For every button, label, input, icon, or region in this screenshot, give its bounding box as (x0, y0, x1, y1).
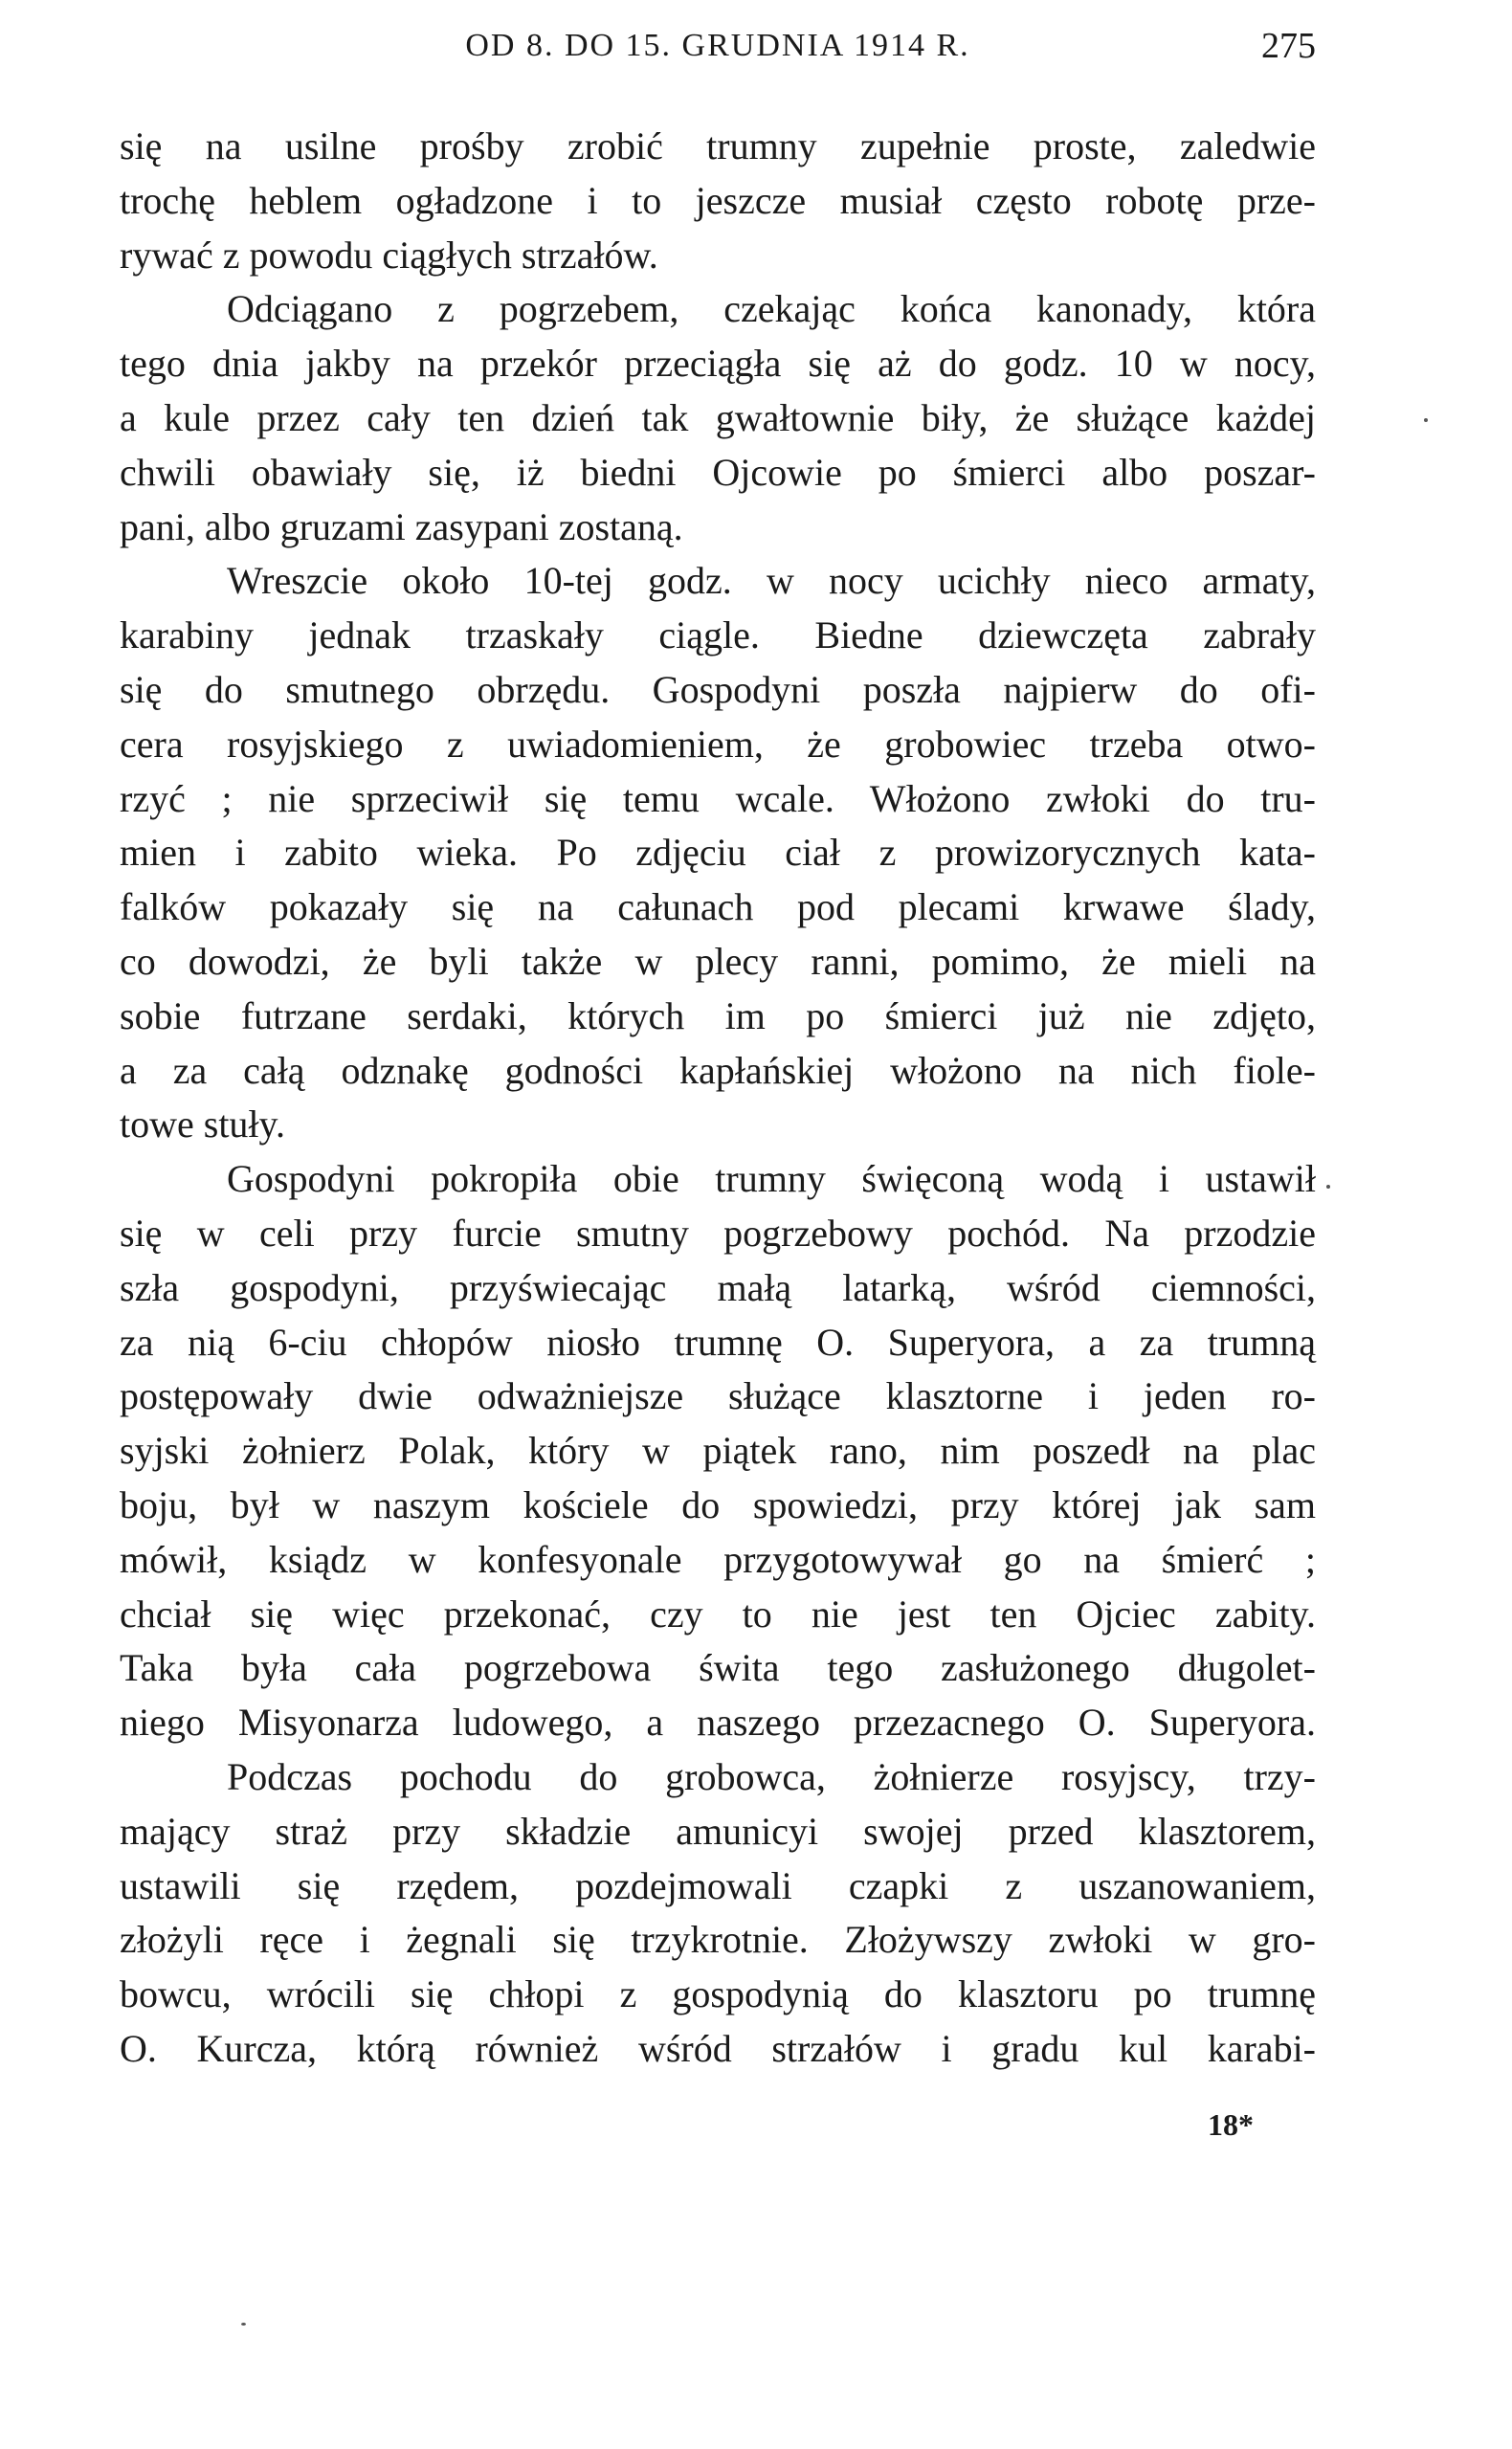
text-line: a kule przez cały ten dzień tak gwałtownie biły, że służące każdej (120, 395, 1316, 439)
text-line: Taka była cała pogrzebowa świta tego zasłużonego długolet- (120, 1646, 1316, 1690)
text-line: się w celi przy furcie smutny pogrzebowy pochód. Na przodzie (120, 1211, 1316, 1255)
running-title: OD 8. DO 15. GRUDNIA 1914 R. (465, 28, 970, 63)
text-line: co dowodzi, że byli także w plecy ranni, pomimo, że mieli na (120, 939, 1316, 983)
text-line: Odciągano z pogrzebem, czekając końca kanonady, która (227, 287, 1316, 331)
text-line: falków pokazały się na całunach pod plecami krwawe ślady, (120, 885, 1316, 929)
text-line: ustawili się rzędem, pozdejmowali czapki z uszanowaniem, (120, 1863, 1316, 1907)
text-line: rzyć ; nie sprzeciwił się temu wcale. Włożono zwłoki do tru- (120, 776, 1316, 820)
text-line: chciał się więc przekonać, czy to nie jest ten Ojciec zabity. (120, 1592, 1316, 1636)
text-line: mający straż przy składzie amunicyi swojej przed klasztorem, (120, 1809, 1316, 1853)
scan-speck (241, 2323, 246, 2326)
text-line: tego dnia jakby na przekór przeciągła się aż do godz. 10 w nocy, (120, 342, 1316, 386)
text-line: za nią 6-ciu chłopów niosło trumnę O. Superyora, a za trumną (120, 1320, 1316, 1364)
text-line: bowcu, wrócili się chłopi z gospodynią do klasztoru po trumnę (120, 1972, 1316, 2016)
text-line: mówił, ksiądz w konfesyonale przygotowywał go na śmierć ; (120, 1537, 1316, 1581)
text-line: rywać z powodu ciągłych strzałów. (120, 233, 658, 277)
text-line: O. Kurcza, którą również wśród strzałów i gradu kul karabi- (120, 2026, 1316, 2070)
signature-mark: 18* (1208, 2107, 1254, 2142)
scan-speck (1424, 418, 1428, 422)
text-line: złożyli ręce i żegnali się trzykrotnie. Złożywszy zwłoki w gro- (120, 1918, 1316, 1962)
scan-speck (1326, 1185, 1330, 1189)
text-line: chwili obawiały się, iż biedni Ojcowie po śmierci albo poszar- (120, 450, 1316, 494)
text-line: trochę heblem ogładzone i to jeszcze musiał często robotę prze- (120, 178, 1316, 222)
text-line: Gospodyni pokropiła obie trumny święconą wodą i ustawił (227, 1157, 1316, 1201)
text-line: cera rosyjskiego z uwiadomieniem, że grobowiec trzeba otwo- (120, 722, 1316, 766)
text-line: towe stuły. (120, 1102, 285, 1147)
text-line: się do smutnego obrzędu. Gospodyni poszła najpierw do ofi- (120, 667, 1316, 711)
text-line: Podczas pochodu do grobowca, żołnierze rosyjscy, trzy- (227, 1754, 1316, 1798)
text-line: mien i zabito wieka. Po zdjęciu ciał z prowizorycznych kata- (120, 831, 1316, 875)
text-line: się na usilne prośby zrobić trumny zupełnie proste, zaledwie (120, 124, 1316, 167)
body-text (120, 120, 1316, 2077)
page-number: 275 (1261, 26, 1316, 66)
text-line: karabiny jednak trzaskały ciągle. Biedne dziewczęta zabrały (120, 613, 1316, 657)
text-line: niego Misyonarza ludowego, a naszego przezacnego O. Superyora. (120, 1701, 1316, 1745)
text-line: sobie futrzane serdaki, których im po śmierci już nie zdjęto, (120, 993, 1316, 1037)
text-line: Wreszcie około 10-tej godz. w nocy ucichły nieco armaty, (227, 559, 1316, 603)
text-line: a za całą odznakę godności kapłańskiej włożono na nich fiole- (120, 1048, 1316, 1092)
text-line: pani, albo gruzami zasypani zostaną. (120, 504, 683, 548)
text-line: syjski żołnierz Polak, który w piątek rano, nim poszedł na plac (120, 1429, 1316, 1473)
text-line: postępowały dwie odważniejsze służące klasztorne i jeden ro- (120, 1374, 1316, 1418)
running-head (120, 17, 1316, 75)
text-line: szła gospodyni, przyświecając małą latarką, wśród ciemności, (120, 1265, 1316, 1309)
text-line: boju, był w naszym kościele do spowiedzi, przy której jak sam (120, 1482, 1316, 1526)
